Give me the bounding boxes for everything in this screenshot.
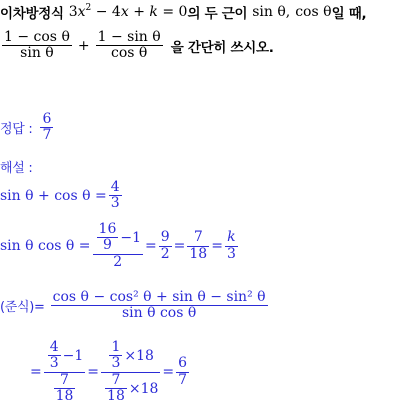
solution-label: 해설 : — [0, 161, 33, 176]
var-k: k — [149, 4, 158, 20]
step3-fraction — [51, 290, 268, 322]
problem-fraction-2 — [96, 30, 163, 62]
zero: 0 — [178, 4, 188, 20]
problem-lead: 이차방정식 — [0, 6, 64, 22]
answer-fraction — [40, 112, 53, 144]
exponent: 2 — [85, 3, 92, 13]
instruction-text: 을 간단히 쓰시오. — [170, 39, 274, 56]
solution-step-1 — [0, 180, 124, 212]
fraction-1-numerator: 1 − cos θ — [4, 29, 70, 45]
step4-b-den-numerator: 7 — [111, 371, 121, 388]
step1-lhs: sin θ + cos θ = — [0, 187, 107, 204]
step4-a-den-fraction — [54, 373, 76, 405]
step2-eq1: = — [145, 238, 157, 255]
problem-line-2 — [0, 30, 274, 62]
answer-numerator: 6 — [42, 111, 52, 127]
problem-mid: 의 두 근이 — [187, 6, 248, 22]
plus-sign: + — [133, 4, 145, 20]
step1-denominator: 3 — [110, 195, 120, 212]
step4-b-times-2: ×18 — [128, 380, 159, 397]
step2-eq2: = — [173, 238, 186, 255]
step4-b-numerator — [105, 340, 155, 372]
step2-eq3: = — [211, 238, 223, 255]
step2-lhs: sin θ cos θ = — [0, 238, 91, 255]
step4-a-denominator — [50, 373, 80, 405]
step1-numerator: 4 — [110, 179, 120, 195]
step2-fraction-2 — [187, 230, 209, 262]
step2-complex-fraction — [93, 222, 143, 270]
fraction-1-denominator: sin θ — [20, 45, 54, 62]
step2-fraction-3 — [225, 230, 238, 262]
step2-complex-numerator — [93, 222, 143, 254]
minus-sign: − — [95, 4, 108, 20]
step2-inner-denominator: 9 — [102, 237, 112, 254]
step3-numerator: cos θ − cos² θ + sin θ − sin² θ — [52, 289, 266, 305]
root-cos: cos θ — [295, 4, 332, 20]
step4-b-inner-fraction — [109, 340, 122, 372]
step2-minus-one: −1 — [120, 229, 141, 246]
equals-sign: = — [162, 4, 175, 20]
step2-inner-fraction — [97, 222, 119, 254]
step4-fraction-c — [176, 356, 189, 388]
var-x-2: x — [120, 4, 129, 20]
step3-denominator: sin θ cos θ — [121, 305, 197, 322]
fraction-2-denominator: cos θ — [110, 45, 148, 62]
step2-f2-numerator: 7 — [193, 229, 203, 246]
step4-a-inner-fraction — [48, 340, 61, 372]
coef-a: 3 — [68, 4, 78, 20]
var-x: x — [77, 4, 86, 20]
step4-fraction-a — [44, 340, 86, 405]
step4-fraction-b — [101, 340, 160, 405]
problem-fraction-1 — [2, 30, 72, 62]
step2-f1-numerator: 9 — [160, 229, 170, 246]
step2-f1-denominator: 2 — [160, 245, 170, 262]
step1-fraction — [109, 180, 122, 212]
step4-a-den-numerator: 7 — [60, 371, 69, 388]
fraction-2-numerator: 1 − sin θ — [97, 29, 161, 45]
answer-line — [0, 112, 55, 144]
problem-tail: 일 때, — [331, 6, 367, 22]
problem-line-1 — [0, 2, 366, 22]
step3-label: (준식)= — [0, 300, 45, 316]
step4-c-numerator: 6 — [178, 355, 188, 372]
step4-a-den-denominator: 18 — [55, 388, 74, 405]
step4-b-den-denominator: 18 — [107, 388, 125, 405]
step2-complex-denominator: 2 — [113, 253, 123, 270]
step4-a-inner-denominator: 3 — [49, 355, 59, 372]
answer-label: 정답 : — [0, 122, 33, 138]
step4-eq1: = — [87, 364, 100, 381]
solution-step-4 — [30, 340, 191, 405]
step4-a-minus-one: −1 — [62, 347, 84, 364]
step4-a-inner-numerator: 4 — [49, 339, 59, 355]
step2-fraction-1 — [159, 230, 172, 262]
step4-b-inner-denominator: 3 — [111, 355, 121, 372]
quadratic-equation — [69, 4, 188, 20]
coef-b: 4 — [111, 4, 121, 20]
step2-inner-numerator: 16 — [98, 221, 117, 237]
solution-step-3 — [0, 290, 270, 322]
step4-eq2: = — [162, 364, 175, 381]
step4-a-numerator — [44, 340, 86, 372]
step2-f3-denominator: 3 — [226, 245, 236, 262]
step2-f3-numerator: k — [227, 229, 236, 246]
step4-eq0: = — [30, 364, 42, 381]
step4-b-times: ×18 — [124, 347, 154, 364]
step2-f2-denominator: 18 — [189, 245, 208, 262]
root-comma: , — [285, 4, 291, 20]
step4-b-denominator — [101, 373, 160, 405]
step4-b-den-fraction — [105, 373, 127, 405]
step4-c-denominator: 7 — [178, 371, 188, 388]
solution-step-2 — [0, 222, 240, 270]
plus-operator: + — [77, 37, 90, 54]
answer-denominator: 7 — [42, 127, 52, 144]
root-sin: sin θ — [252, 4, 286, 20]
solution-label-line — [0, 157, 32, 176]
step4-b-inner-numerator: 1 — [111, 339, 121, 355]
